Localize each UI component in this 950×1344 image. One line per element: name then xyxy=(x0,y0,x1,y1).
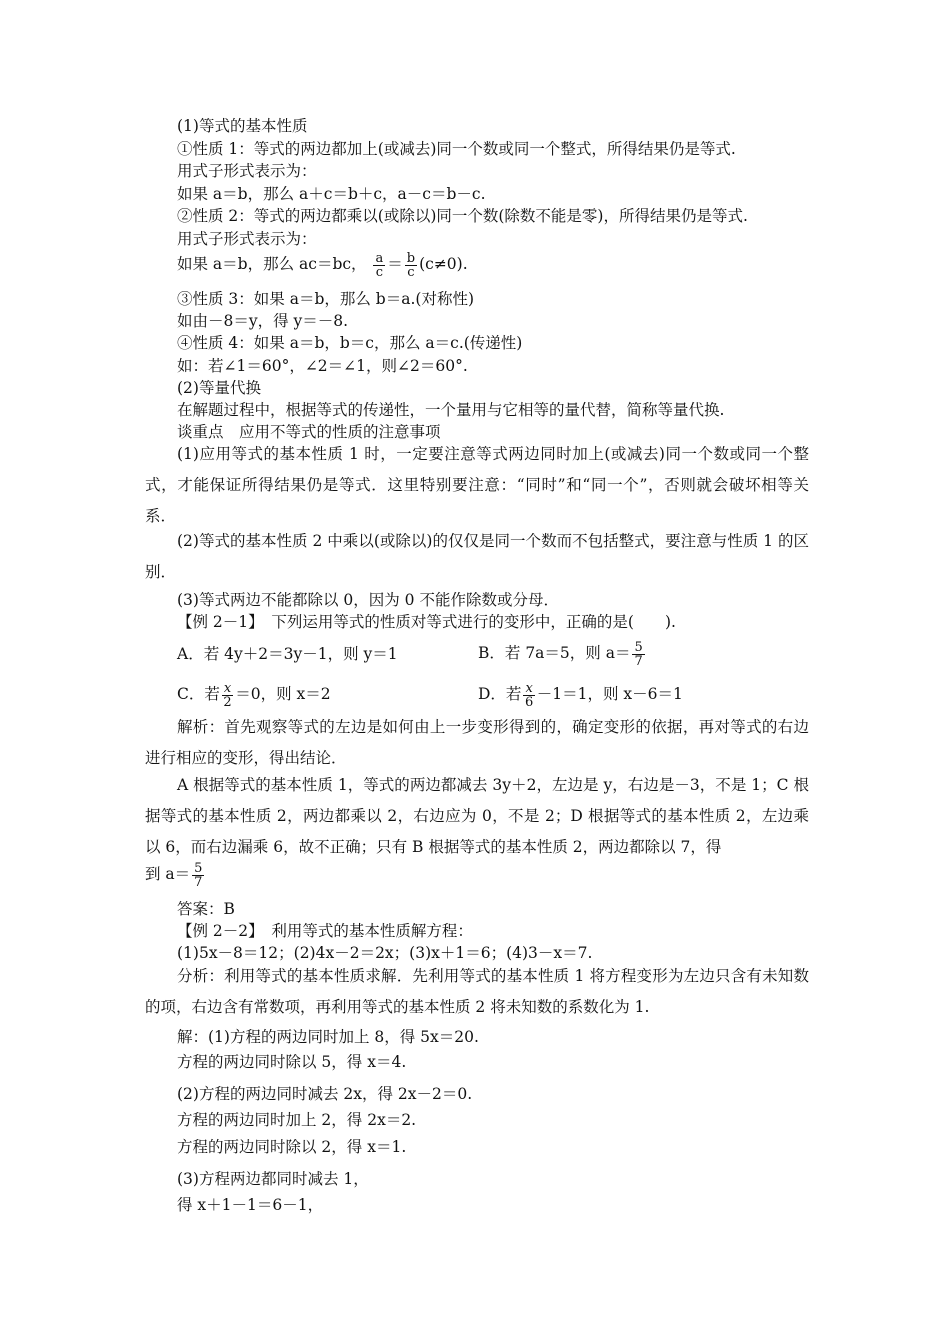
fraction-5-over-7 xyxy=(632,641,644,668)
solution-step: 解：(1)方程的两边同时加上 8，得 5x＝20. xyxy=(177,1028,479,1046)
solution-step: 方程的两边同时除以 2，得 x＝1. xyxy=(177,1138,407,1156)
text-fragment: C．若 xyxy=(177,685,220,703)
text-fragment: (c≠0). xyxy=(419,255,468,273)
text-fragment: B．若 7a＝5，则 a＝ xyxy=(478,644,631,662)
denominator: c xyxy=(375,264,383,280)
property-1: ①性质 1：等式的两边都加上(或减去)同一个数或同一个整式，所得结果仍是等式. xyxy=(177,140,736,158)
example-2-2-heading: 【例 2－2】 利用等式的基本性质解方程： xyxy=(177,922,473,940)
solution-step: 方程的两边同时加上 2，得 2x＝2. xyxy=(177,1111,417,1129)
text-line: 用式子形式表示为： xyxy=(177,230,317,248)
option-a: A．若 4y＋2＝3y－1，则 y＝1 xyxy=(177,645,398,663)
explanation-end xyxy=(145,856,206,892)
text-fragment: 到 a＝ xyxy=(145,865,191,883)
denominator: 2 xyxy=(223,694,232,710)
solution-step: (2)方程的两边同时减去 2x，得 2x－2＝0. xyxy=(177,1085,473,1103)
note-paragraph-2: (2)等式的基本性质 2 中乘以(或除以)的仅仅是同一个数而不包括整式，要注意与性质 1 的区别． xyxy=(145,532,809,581)
text-line: 在解题过程中，根据等式的传递性，一个量用与它相等的量代替，简称等量代换. xyxy=(177,401,725,419)
fraction-a-over-c xyxy=(373,252,385,279)
solution-step: 得 x＋1－1＝6－1， xyxy=(177,1196,324,1214)
example-2-1-heading: 【例 2－1】 下列运用等式的性质对等式进行的变形中，正确的是( ). xyxy=(177,613,676,631)
denominator: 7 xyxy=(634,653,643,669)
option-b xyxy=(478,635,647,671)
fraction-5-over-7 xyxy=(192,862,204,889)
solution-step: 方程的两边同时除以 5，得 x＝4. xyxy=(177,1053,407,1071)
text-line: 如由－8＝y，得 y＝－8. xyxy=(177,312,349,330)
fraction-x-over-6 xyxy=(523,682,534,709)
note-paragraph-1: (1)应用等式的基本性质 1 时，一定要注意等式两边同时加上(或减去)同一个数或同一个整式，才能保证所得结果仍是等式．这里特别要注意：“同时”和“同一个”，否则就会破坏相等关系． xyxy=(145,445,809,525)
property-2: ②性质 2：等式的两边都乘以(或除以)同一个数(除数不能是零)，所得结果仍是等式. xyxy=(177,207,748,225)
answer-line: 答案：B xyxy=(177,900,235,918)
numerator: x xyxy=(525,680,533,696)
analysis-paragraph: 解析：首先观察等式的左边是如何由上一步变形得到的，确定变形的依据，再对等式的右边进行相应的变形，得出结论． xyxy=(145,718,809,767)
text-fragment: D．若 xyxy=(478,685,522,703)
note-paragraph-3: (3)等式两边不能都除以 0，因为 0 不能作除数或分母． xyxy=(177,591,559,609)
text-line: 如果 a＝b，那么 a＋c＝b＋c，a－c＝b－c. xyxy=(177,185,486,203)
solution-step: (3)方程两边都同时减去 1， xyxy=(177,1170,369,1188)
text-fragment: ＝0，则 x＝2 xyxy=(235,685,331,703)
denominator: c xyxy=(407,264,415,280)
analysis-paragraph-2: 分析：利用等式的基本性质求解．先利用等式的基本性质 1 将方程变形为左边只含有未知数的项，右边含有常数项，再利用等式的基本性质 2 将未知数的系数化为 1. xyxy=(145,967,809,1016)
formula-line: 如果 a＝b，那么 ac＝bc， $\frac{a}{c}$ ＝ $\frac{b}{c}$ (c≠0). xyxy=(177,250,468,280)
explanation-paragraph: A 根据等式的基本性质 1，等式的两边都减去 3y＋2，左边是 y，右边是－3，不是 1；C 根据等式的基本性质 2，两边都乘以 2，右边应为 0，不是 2；D 根据等式的基本性质 2，左边乘以 6，而右边漏乘 6，故不正确；只有 B 根据等式的基本性质 2，两边都除以 7，得 xyxy=(145,776,809,856)
fraction-b-over-c xyxy=(405,252,417,279)
text-line: 如：若∠1＝60°，∠2＝∠1，则∠2＝60°. xyxy=(177,357,468,375)
numerator: x xyxy=(223,680,232,696)
property-4: ④性质 4：如果 a＝b，b＝c，那么 a＝c.(传递性) xyxy=(177,334,523,352)
denominator: 7 xyxy=(194,874,203,890)
text-fragment: 如果 a＝b，那么 ac＝bc， xyxy=(177,255,367,273)
emphasis-heading: 谈重点 应用不等式的性质的注意事项 xyxy=(177,423,441,441)
numerator: 5 xyxy=(194,860,203,876)
option-c xyxy=(177,676,331,712)
numerator: b xyxy=(406,250,416,266)
option-d xyxy=(478,676,683,712)
numerator: 5 xyxy=(634,639,643,655)
section-heading: (2)等量代换 xyxy=(177,379,261,397)
equations-line: (1)5x－8＝12；(2)4x－2＝2x；(3)x＋1＝6；(4)3－x＝7. xyxy=(177,944,593,962)
fraction-x-over-2 xyxy=(222,682,233,709)
section-heading: (1)等式的基本性质 xyxy=(177,117,308,135)
property-3: ③性质 3：如果 a＝b，那么 b＝a.(对称性) xyxy=(177,290,474,308)
text-line: 用式子形式表示为： xyxy=(177,162,317,180)
text-fragment: －1＝1，则 x－6＝1 xyxy=(536,685,683,703)
denominator: 6 xyxy=(524,694,534,710)
numerator: a xyxy=(375,250,384,266)
